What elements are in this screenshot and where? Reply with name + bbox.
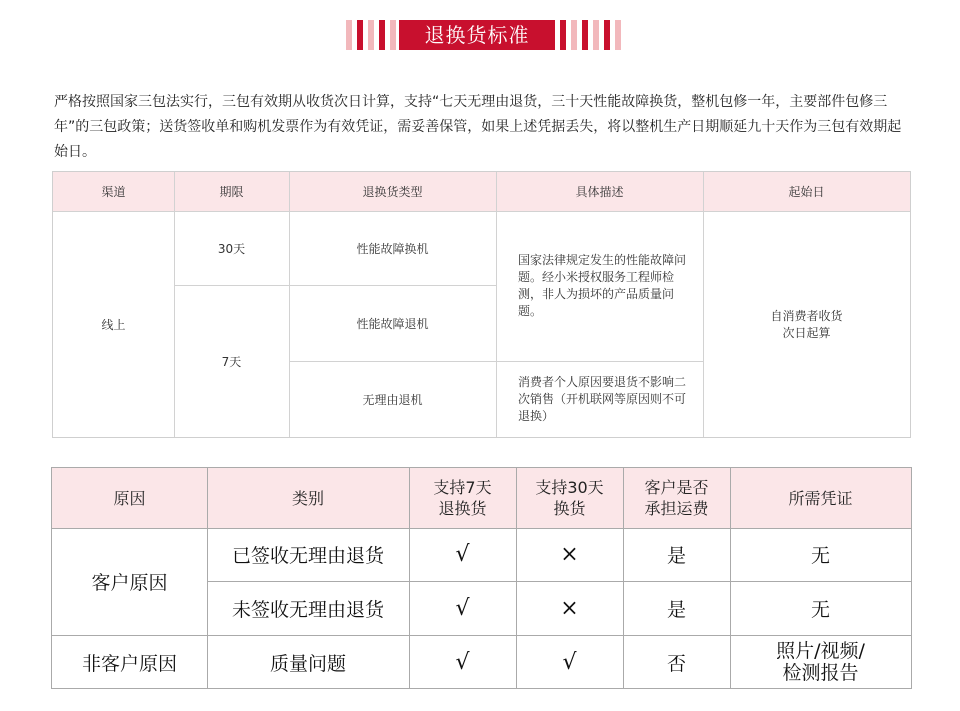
cross-icon: × — [560, 542, 579, 567]
desc-personal-cell: 消费者个人原因要退货不影响二次销售（开机联网等原因则不可退换） — [518, 375, 687, 423]
header-period: 期限 — [219, 185, 244, 199]
type-exchange-cell: 性能故障换机 — [356, 241, 429, 256]
header-proof: 所需凭证 — [788, 488, 853, 508]
check-icon: √ — [455, 542, 470, 567]
header-freight: 客户是否承担运费 — [644, 478, 709, 518]
header-start-day: 起始日 — [788, 185, 825, 199]
category-cell: 质量问题 — [269, 652, 346, 675]
start-day-cell: 自消费者收货次日起算 — [770, 309, 843, 340]
decor-bars-right — [560, 20, 621, 50]
cross-icon: × — [560, 596, 579, 621]
reason-customer-cell: 客户原因 — [91, 572, 168, 594]
freight-cell: 是 — [666, 599, 686, 621]
check-icon: √ — [455, 649, 470, 675]
type-no-reason-cell: 无理由退机 — [362, 393, 423, 407]
freight-cell: 否 — [666, 652, 686, 675]
header-channel: 渠道 — [101, 185, 126, 199]
check-icon: √ — [562, 649, 577, 675]
header-reason: 原因 — [113, 488, 146, 508]
header-return-type: 退换货类型 — [362, 185, 423, 199]
channel-cell: 线上 — [101, 317, 126, 332]
type-return-cell: 性能故障退机 — [356, 317, 429, 331]
page-banner — [0, 18, 960, 52]
header-support-30: 支持30天换货 — [535, 478, 604, 518]
category-cell: 已签收无理由退货 — [231, 545, 384, 567]
header-category: 类别 — [291, 488, 324, 508]
page-title: 退换货标准 — [399, 20, 555, 50]
return-conditions-table — [51, 467, 912, 689]
category-cell: 未签收无理由退货 — [231, 599, 384, 621]
proof-cell: 照片/视频/检测报告 — [776, 640, 865, 684]
policy-intro-text: 严格按照国家三包法实行，三包有效期从收货次日计算，支持“七天无理由退货，三十天性能故障换货，整机包修一年，主要部件包修三年”的三包政策；送货签收单和购机发票作为有效凭证，需妥善保管，如果上述凭据丢失，将以整机生产日期顺延九十天作为三包有效期起始日。 — [54, 94, 902, 160]
header-description: 具体描述 — [575, 185, 624, 199]
period-7-cell: 7天 — [221, 355, 242, 369]
return-standard-table — [52, 171, 911, 438]
freight-cell: 是 — [666, 545, 686, 567]
header-support-7: 支持7天退换货 — [433, 478, 492, 518]
decor-bars-left — [346, 20, 407, 50]
desc-quality-cell: 国家法律规定发生的性能故障问题。经小米授权服务工程师检测，非人为损坏的产品质量问题。 — [518, 253, 687, 318]
period-30-cell: 30天 — [217, 241, 246, 256]
proof-cell: 无 — [810, 545, 830, 567]
check-icon: √ — [455, 596, 470, 621]
proof-cell: 无 — [810, 599, 830, 621]
reason-non-customer-cell: 非客户原因 — [81, 652, 177, 675]
